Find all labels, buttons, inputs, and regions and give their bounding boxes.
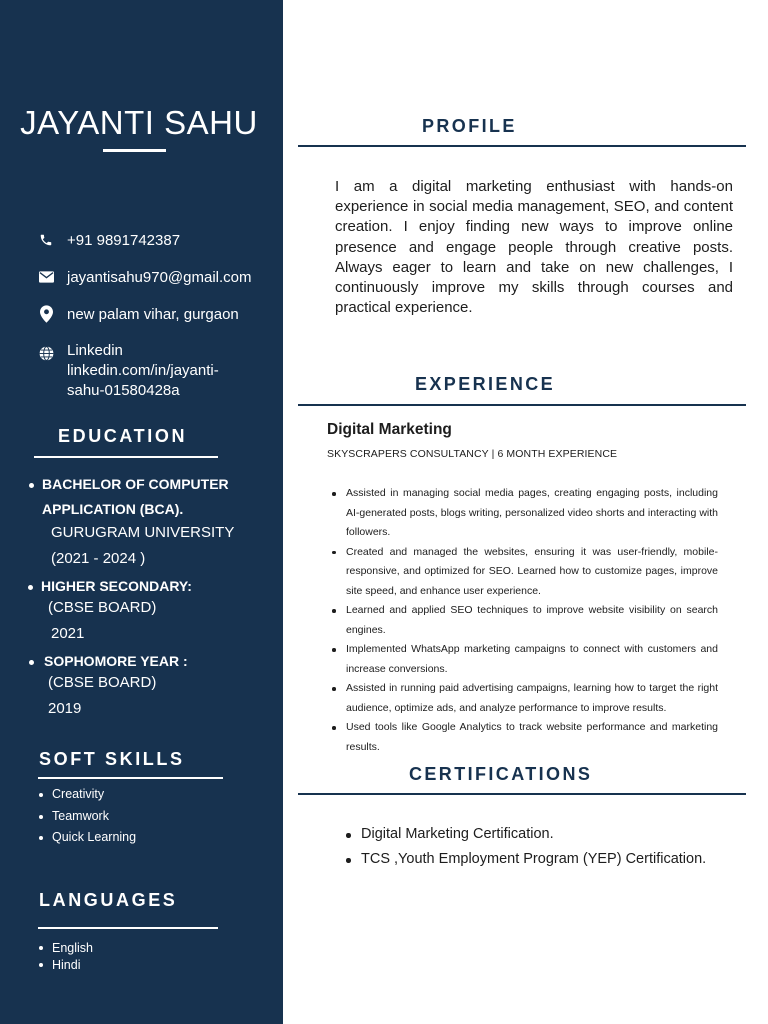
- experience-bullet-item: Assisted in running paid advertising campaigns, learning how to target the right audience, optimize ads, and analyze performance to improve results.: [330, 679, 718, 718]
- education-bullet: [29, 660, 34, 665]
- education-2-board: (CBSE BOARD): [48, 599, 157, 616]
- experience-bullet-item: Used tools like Google Analytics to track website performance and marketing results.: [330, 718, 718, 757]
- contact-linkedin-row: [38, 341, 219, 401]
- certifications-rule: [298, 793, 746, 795]
- experience-bullets: [330, 484, 718, 757]
- certifications-list: [345, 822, 706, 872]
- soft-skills-list: [38, 784, 136, 849]
- education-bullet: [28, 585, 33, 590]
- contact-phone-row: [38, 231, 180, 251]
- email-address: jayantisahu970@gmail.com: [67, 269, 252, 286]
- soft-skills-heading: SOFT SKILLS: [39, 749, 185, 769]
- education-1-years: (2021 - 2024 ): [51, 550, 146, 567]
- education-1-title-line1: BACHELOR OF COMPUTER: [42, 476, 229, 492]
- education-1-title-line2: APPLICATION (BCA).: [42, 501, 184, 517]
- profile-summary: I am a digital marketing enthusiast with hands-on experience in social media management, SEO, and content creation. I enjoy finding new ways to improve online presence and engage people through creative posts. Always eager to learn and take on new challenges, I continuously improve my skills through courses and practical experience.: [335, 178, 733, 317]
- sidebar: [0, 0, 283, 1024]
- education-1-institution: GURUGRAM UNIVERSITY: [51, 524, 235, 541]
- education-3-board: (CBSE BOARD): [48, 674, 157, 691]
- experience-bullet-item: Created and managed the websites, ensuring it was user-friendly, mobile-responsive, and optimized for SEO. Learned how to customize pages, improve site speed, and enhance user experience.: [330, 543, 718, 602]
- education-3-year: 2019: [48, 700, 82, 717]
- experience-bullet-item: Assisted in managing social media pages, creating engaging posts, including AI-generated posts, blogs writing, personalized video shorts and interacting with followers.: [330, 484, 718, 543]
- soft-skills-rule: [38, 777, 223, 779]
- location-pin-icon: [38, 305, 54, 323]
- experience-heading: EXPERIENCE: [415, 374, 556, 394]
- experience-bullet-item: Learned and applied SEO techniques to improve website visibility on search engines.: [330, 601, 718, 640]
- languages-list: [38, 940, 93, 973]
- soft-skill-item: Creativity: [38, 784, 136, 806]
- language-item: Hindi: [38, 957, 93, 974]
- education-bullet: [29, 483, 34, 488]
- education-3-title: SOPHOMORE YEAR :: [44, 653, 188, 669]
- certification-item: Digital Marketing Certification.: [345, 822, 706, 847]
- profile-rule: [298, 145, 746, 147]
- job-company: SKYSCRAPERS CONSULTANCY | 6 MONTH EXPERIENCE: [327, 448, 618, 460]
- soft-skill-item: Teamwork: [38, 806, 136, 828]
- linkedin-url-line2[interactable]: sahu-01580428a: [67, 382, 180, 399]
- phone-number: +91 9891742387: [67, 232, 181, 249]
- language-item: English: [38, 940, 93, 957]
- globe-icon: [38, 344, 54, 362]
- job-title: Digital Marketing: [327, 421, 452, 438]
- soft-skill-item: Quick Learning: [38, 827, 136, 849]
- languages-heading: LANGUAGES: [39, 890, 178, 910]
- linkedin-label: Linkedin: [67, 342, 123, 359]
- education-2-title: HIGHER SECONDARY:: [41, 578, 192, 594]
- candidate-name: JAYANTI SAHU: [20, 104, 258, 141]
- certifications-heading: CERTIFICATIONS: [409, 764, 593, 784]
- experience-rule: [298, 404, 746, 406]
- mail-icon: [38, 268, 54, 286]
- certification-item: TCS ,Youth Employment Program (YEP) Certification.: [345, 847, 706, 872]
- name-underline: [103, 149, 166, 152]
- linkedin-url-line1[interactable]: linkedin.com/in/jayanti-: [67, 362, 219, 379]
- education-rule: [34, 456, 218, 458]
- profile-heading: PROFILE: [422, 116, 517, 136]
- address: new palam vihar, gurgaon: [67, 306, 239, 323]
- education-2-year: 2021: [51, 625, 85, 642]
- contact-address-row: [38, 305, 239, 325]
- experience-bullet-item: Implemented WhatsApp marketing campaigns to connect with customers and increase conversions.: [330, 640, 718, 679]
- languages-rule: [38, 927, 218, 929]
- phone-icon: [38, 231, 54, 249]
- contact-email-row: [38, 268, 252, 288]
- education-heading: EDUCATION: [58, 426, 188, 446]
